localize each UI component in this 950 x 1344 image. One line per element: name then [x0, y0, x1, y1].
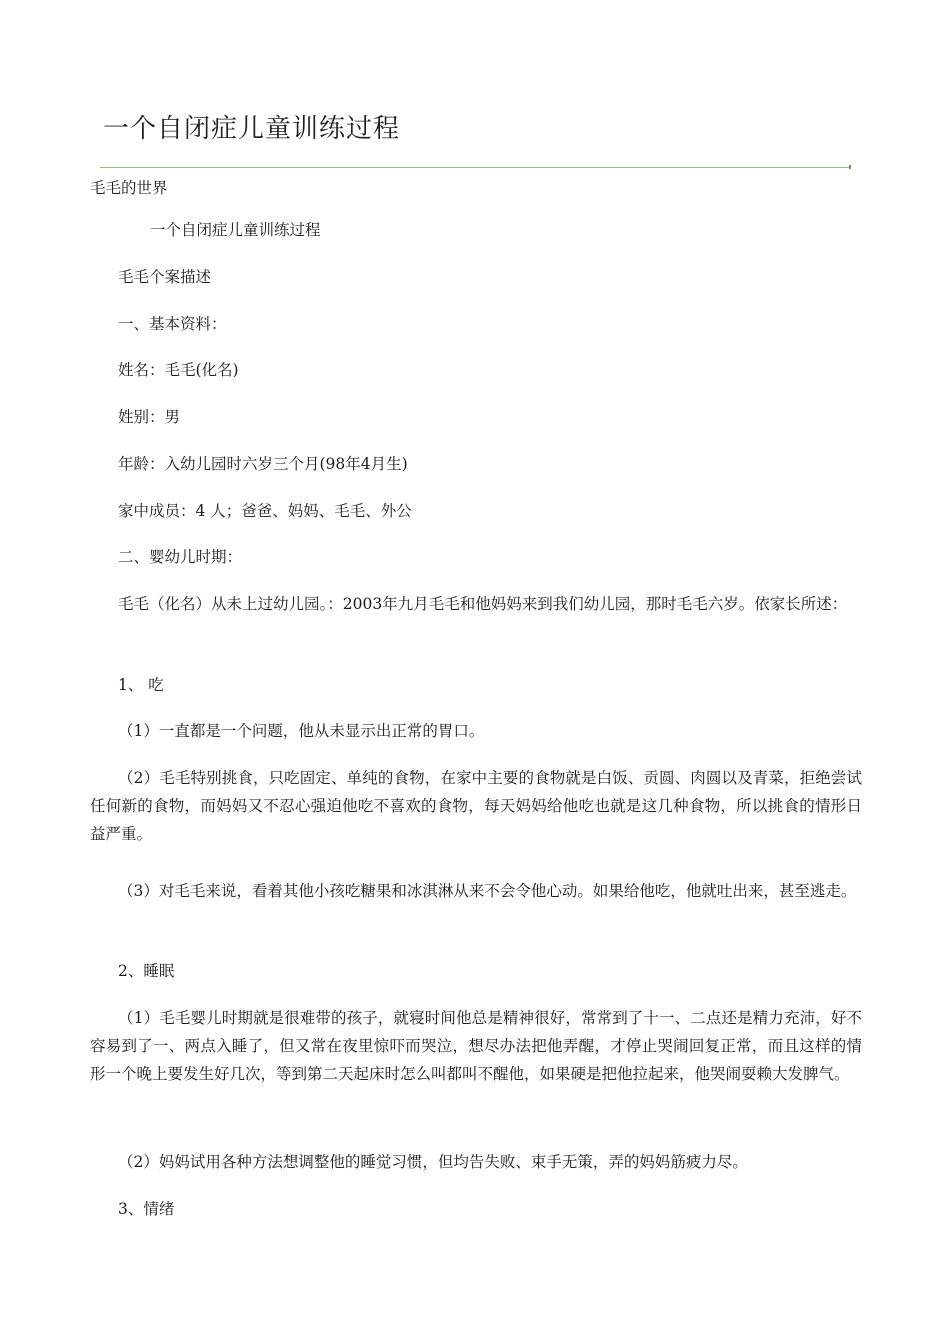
- document-title: 一个自闭症儿童训练过程: [103, 114, 401, 144]
- eating-item-3: （3）对毛毛来说，看着其他小孩吃糖果和冰淇淋从来不会令他心动。如果给他吃，他就吐出来，甚至逃走。: [118, 882, 857, 900]
- name-line: 姓名：毛毛(化名): [118, 361, 239, 379]
- basic-info-heading: 一、基本资料：: [118, 315, 227, 333]
- section-heading-world: 毛毛的世界: [90, 179, 168, 197]
- infancy-heading: 二、婴幼儿时期：: [118, 548, 243, 566]
- sleep-item-1: （1）毛毛婴儿时期就是很难带的孩子，就寝时间他总是精神很好，常常到了十一、二点还是精力充沛，好不容易到了一、两点入睡了，但又常在夜里惊吓而哭泣，想尽办法把他弄醒，才停止哭闹回复正常，而且这样的情形一个晚上要发生好几次，等到第二天起床时怎么叫都叫不醒他，如果硬是把他拉起来，他哭闹耍赖大发脾气。: [90, 1009, 862, 1083]
- emotion-heading: 3、情绪: [118, 1200, 175, 1218]
- subtitle: 一个自闭症儿童训练过程: [150, 221, 321, 239]
- age-line: 年龄：入幼儿园时六岁三个月(98年4月生): [118, 455, 408, 473]
- eating-item-2: （2）毛毛特别挑食，只吃固定、单纯的食物，在家中主要的食物就是白饭、贡圆、肉圆以及青菜，拒绝尝试任何新的食物，而妈妈又不忍心强迫他吃不喜欢的食物，每天妈妈给他吃也就是这几种食物，所以挑食的情形日益严重。: [90, 769, 862, 843]
- intro-paragraph: 毛毛（化名）从未上过幼儿园。：2003年九月毛毛和他妈妈来到我们幼儿园，那时毛毛六岁。依家长所述：: [118, 595, 848, 613]
- divider-end-mark: [849, 165, 851, 169]
- gender-line: 姓别：男: [118, 408, 181, 426]
- eating-heading: 1、 吃: [118, 676, 164, 694]
- sleep-item-2: （2）妈妈试用各种方法想调整他的睡觉习惯，但均告失败、束手无策，弄的妈妈筋疲力尽。: [118, 1153, 748, 1171]
- case-heading: 毛毛个案描述: [118, 268, 212, 286]
- family-line: 家中成员：4 人；爸爸、妈妈、毛毛、外公: [118, 502, 412, 520]
- title-divider: [100, 167, 850, 168]
- sleep-heading: 2、睡眠: [118, 962, 175, 980]
- eating-item-1: （1）一直都是一个问题，他从未显示出正常的胃口。: [118, 722, 485, 740]
